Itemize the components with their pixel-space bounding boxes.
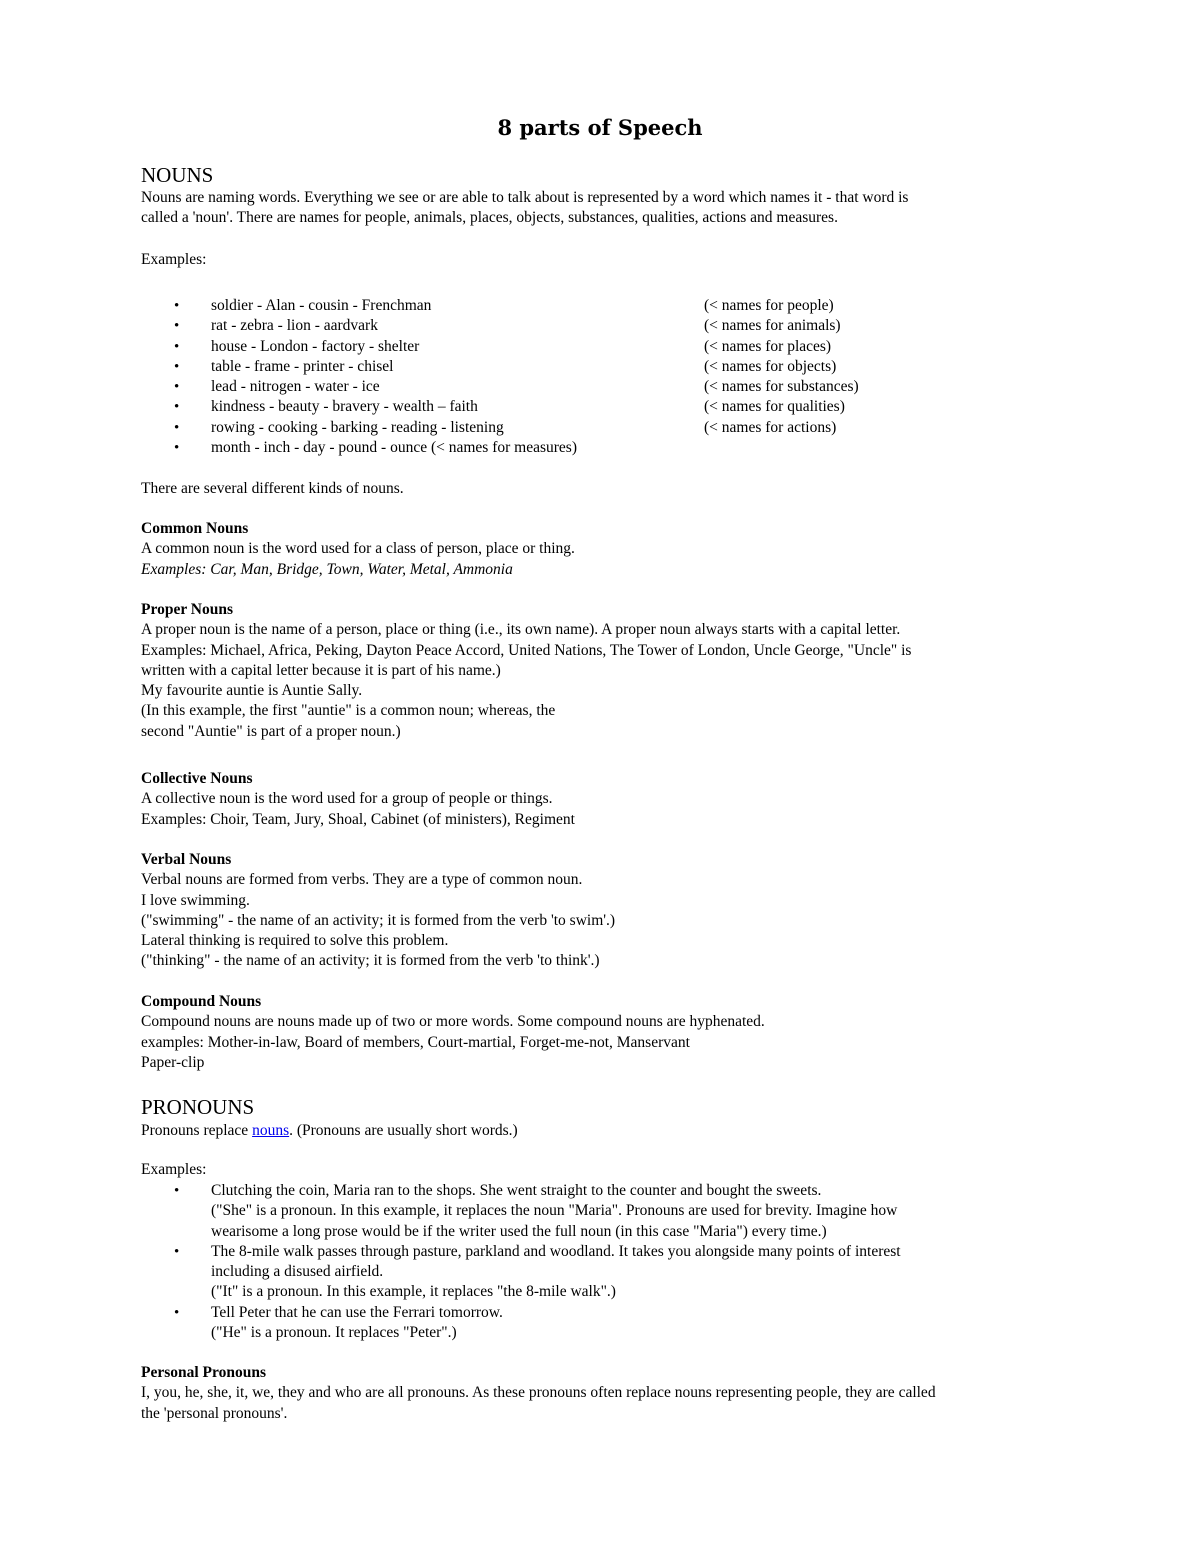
list-item [141,357,1081,377]
example-hint: (< names for objects) [704,357,837,375]
pronouns-intro-text: Pronouns replace [141,1122,253,1139]
section-text: Examples: Choir, Team, Jury, Shoal, Cabinet (of ministers), Regiment [141,810,575,828]
common-nouns-section [141,519,1081,580]
nouns-intro-line: Nouns are naming words. Everything we see or are able to talk about is represented by a word which names it - that word is [141,189,909,206]
section-text: Compound nouns are nouns made up of two or more words. Some compound nouns are hyphenated. [141,1013,765,1031]
example-hint: (< names for people) [704,297,834,314]
page-title: 8 parts of Speech [497,115,703,140]
section-heading: Collective Nouns [141,770,253,787]
example-line: • The 8-mile walk passes through pasture, parkland and woodland. It takes you alongside many points of interest [211,1242,901,1260]
list-item [141,1242,1081,1303]
list-item [141,418,1081,438]
list-item [141,296,1081,316]
pronouns-examples-list [141,1181,1081,1343]
example-words: table - frame - printer - chisel [211,357,394,375]
compound-nouns-section [141,992,1081,1073]
example-line: • Clutching the coin, Maria ran to the shops. She went straight to the counter and bought the sweets. [211,1182,822,1199]
section-text: A collective noun is the word used for a group of people or things. [141,790,553,808]
example-line: • Tell Peter that he can use the Ferrari tomorrow. [211,1303,503,1321]
list-item [141,397,1081,417]
personal-pronouns-section [141,1363,1081,1424]
example-words: rowing - cooking - barking - reading - listening [211,418,504,436]
section-text: I, you, he, she, it, we, they and who are all pronouns. As these pronouns often replace nouns representing people, they are called [141,1384,936,1402]
list-item [141,377,1081,397]
example-hint: (< names for actions) [704,418,837,436]
example-hint: (< names for qualities) [704,398,845,416]
section-text: the 'personal pronouns'. [141,1404,288,1422]
section-text: Examples: Michael, Africa, Peking, Dayton Peace Accord, United Nations, The Tower of London, Uncle George, "Uncle" is [141,641,912,659]
pronouns-intro [141,1121,1081,1141]
nouns-heading: NOUNS [141,163,214,187]
section-text: written with a capital letter because it is part of his name.) [141,661,501,679]
section-text: Verbal nouns are formed from verbs. They are a type of common noun. [141,871,583,889]
list-item [141,316,1081,336]
section-text: My favourite auntie is Auntie Sally. [141,682,363,700]
list-item [141,337,1081,357]
section-heading: Compound Nouns [141,993,262,1010]
section-text: ("swimming" - the name of an activity; it is formed from the verb 'to swim'.) [141,911,616,929]
example-words: lead - nitrogen - water - ice [211,378,380,396]
section-examples: Examples: Car, Man, Bridge, Town, Water, Metal, Ammonia [141,560,513,578]
collective-nouns-section [141,769,1081,830]
example-line: ("She" is a pronoun. In this example, it replaces the noun "Maria". Pronouns are used for brevity. Imagine how [211,1202,898,1220]
nouns-examples-list [141,296,1081,458]
example-line: wearisome a long prose would be if the writer used the full noun (in this case "Maria") every time.) [211,1222,827,1240]
section-text: A proper noun is the name of a person, place or thing (i.e., its own name). A proper noun always starts with a capital letter. [141,621,901,639]
nouns-examples-label: Examples: [141,251,207,268]
example-line: ("He" is a pronoun. It replaces "Peter".) [211,1324,457,1342]
section-heading: Proper Nouns [141,601,234,618]
example-words: house - London - factory - shelter [211,337,420,355]
list-item [141,438,1081,458]
section-text: I love swimming. [141,891,250,909]
section-text: A common noun is the word used for a class of person, place or thing. [141,540,575,558]
example-hint: (< names for animals) [704,317,841,335]
verbal-nouns-section [141,850,1081,972]
section-text: Lateral thinking is required to solve this problem. [141,932,449,950]
section-text: ("thinking" - the name of an activity; it is formed from the verb 'to think'.) [141,952,600,970]
section-text: (In this example, the first "auntie" is a common noun; whereas, the [141,702,556,720]
section-text: second "Auntie" is part of a proper noun.) [141,722,401,740]
example-words: rat - zebra - lion - aardvark [211,317,378,335]
nouns-link[interactable]: nouns [252,1122,290,1139]
section-text: examples: Mother-in-law, Board of members, Court-martial, Forget-me-not, Manservant [141,1033,690,1051]
kinds-text: There are several different kinds of nouns. [141,480,404,497]
nouns-intro-line: called a 'noun'. There are names for people, animals, places, objects, substances, qualities, actions and measures. [141,209,838,227]
list-item [141,1303,1081,1344]
pronouns-intro-text: . (Pronouns are usually short words.) [289,1122,518,1139]
example-line: including a disused airfield. [211,1263,384,1281]
section-text: Paper-clip [141,1053,205,1071]
pronouns-examples-label: Examples: [141,1161,207,1178]
example-line: ("It" is a pronoun. In this example, it replaces "the 8-mile walk".) [211,1283,616,1301]
section-heading: Common Nouns [141,520,249,537]
example-hint: (< names for substances) [704,378,859,396]
section-heading: Verbal Nouns [141,851,232,868]
pronouns-heading: PRONOUNS [141,1095,255,1119]
example-words: month - inch - day - pound - ounce (< names for measures) [211,439,577,457]
nouns-intro [141,188,1081,229]
example-words: kindness - beauty - bravery - wealth – faith [211,398,478,416]
example-words: soldier - Alan - cousin - Frenchman [211,297,432,314]
list-item [141,1181,1081,1242]
example-hint: (< names for places) [704,337,832,355]
proper-nouns-section [141,600,1081,742]
section-heading: Personal Pronouns [141,1364,267,1381]
